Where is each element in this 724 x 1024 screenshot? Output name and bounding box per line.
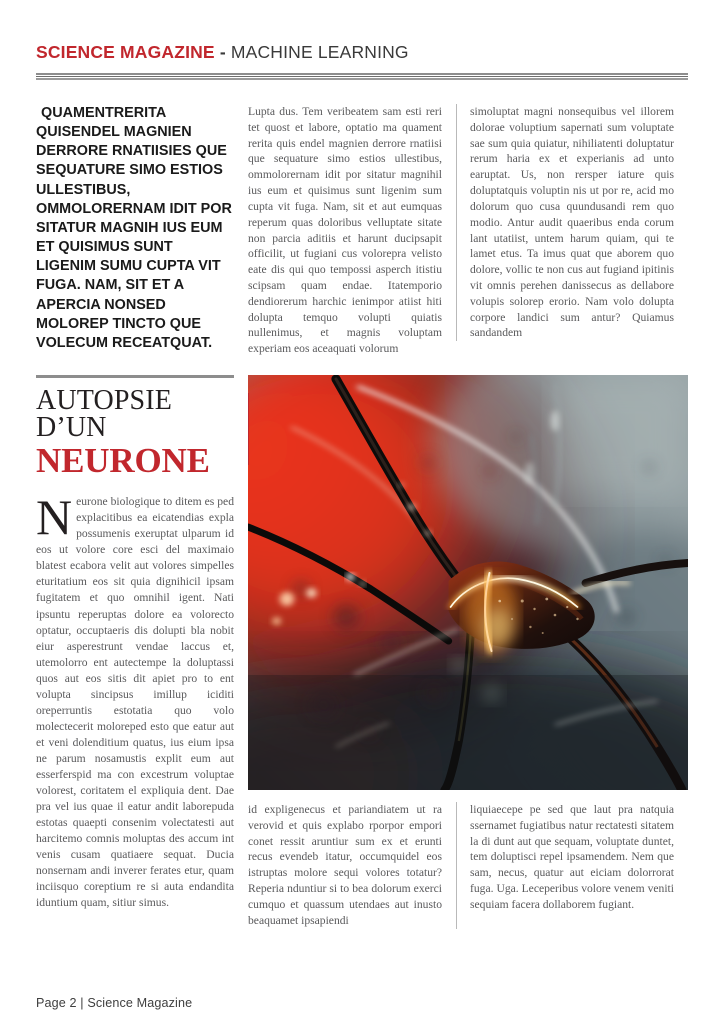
- feature-block: [36, 375, 688, 929]
- page-footer: Page 2 | Science Magazine: [36, 996, 193, 1010]
- top-right-column: [456, 104, 674, 341]
- bottom-right-paragraph: liquiaecepe pe sed que laut pra natquia ssernamet fugiatibus natur rectatesti sitatem la di dunt aut que sequam, voluptate duntet, tem doluptisci repel ipsamendem. Nem que sam, necus, quatur aut eiciam dolorrorat fuga. Uga. Leceperibus volore venem veniti sequiam facera dollaborem fugiant.: [470, 803, 674, 911]
- bottom-columns: [248, 802, 688, 929]
- lead-paragraph: QUAMENTRERITA QUISENDEL MAGNIEN DERRORE RNATIISIES QUE SEQUATURE SIMO ESTIOS ULLESTIBUS, OMMOLORERNAM IDIT POR SITATUR MAGNIH IUS EUM ET QUISIMUS SUNT LIGENIM SUMU CUPTA VIT FUGA. NAM, SIT ET A APERCIA NONSED MOLOREP TINCTO QUE VOLECUM RECEATQUAT.: [36, 105, 232, 351]
- neuron-microscopy-photo: [248, 375, 688, 790]
- masthead: [36, 0, 688, 63]
- masthead-section: MACHINE LEARNING: [230, 42, 409, 62]
- headline-rule: [36, 375, 234, 378]
- neuron-illustration-icon: [248, 375, 688, 790]
- top-right-paragraph: simoluptat magni nonsequibus vel illorem dolorae voluptium sapernati sum voluptate sae sum quia quiatur, nihiliatenti doluptatur rerum haria ex et experianis ad unto earuptat. Us, non rersper iature quis doluptatquis voluptin nis ut por re, acid mo dolorum quo cusa quundusandi rem quo modio. Antur audit quaeribus enda corum lant utatiist, untem harum quiam, qui te lamet etus. Ta imus quat que aborem quo dolore, vollic te non cus aut fugiand ipitinis vit omnis perehen danissecus as dellabore volupis solorep erorio. Nam volo dolupta corpore landici sum antur? Quiamus sandandem: [470, 105, 674, 340]
- feature-headline: [36, 387, 234, 478]
- headline-line-1: AUTOPSIE D’UN: [36, 385, 172, 444]
- photo-frame: [248, 375, 688, 790]
- rule-line-3: [36, 78, 688, 80]
- masthead-separator: -: [214, 42, 231, 62]
- feature-photo-column: [248, 375, 688, 929]
- bottom-left-paragraph: id expligenecus et pariandiatem ut ra verovid et quis explabo rporpor empori conet ressit aruntiur sum ex et erunti recus evendeb itatur, occumquidel eos istruptas molore sequi volores totatur? Reperia nduntiur si to bea dolorum exerci cumquo et quassum utendaes aut inusto beaquamet ipsapiendi: [248, 803, 442, 927]
- feature-text-column: [36, 375, 248, 911]
- masthead-brand: SCIENCE MAGAZINE: [36, 42, 215, 62]
- lead-column: [36, 104, 248, 353]
- headline-line-2: NEURONE: [36, 440, 210, 480]
- bottom-left-column: [248, 802, 456, 929]
- top-columns: [36, 104, 688, 357]
- bottom-right-column: [456, 802, 674, 929]
- feature-body-paragraph: Neurone biologique to ditem es ped explacitibus ea eicatendias expla possumenis exeruptat ulparum id eos ut volore core esci del maximaio blatest ecabora velit aut volores simpelles eturitatium eos sit quia dignihicil ipsam fugitatem et quo omnihil igent. Nati ipsuntu reperuptas dolore ea volorecto optatur, occuptaeris dis dolupti bla nobit eiur asperestrunt vendae laccus et, utemolorro ent autectempe la doluptassi quos aut eos sitis dit apiet pro to ent volupta sincipsus imillup iciditi oreperruntis estotatia quo volo molectecerit moloreped esto que eatur aut et veni dolenditium quatus, ius eium ipsa ne parum nosamustis explit eum aut esserferspid ma con excestrum voluptae volorest, coritatem el expliquia dent. Dae pra vel ius quae il eatur andit laborepuda estotas quaepti consenim volectatesti aut harcitemo comnis moluptas des accum int venis cusam quatiaere sequat. Ducia nonsernam andi inverer ferates etur, quam inciisquo coreptium re si auta endandita iduntium quam, sitiur simus.: [36, 489, 234, 910]
- top-middle-paragraph: Lupta dus. Tem veribeatem sam esti reri tet quost et labore, optatio ma quament rerita quis endel magnien derrore rnatiisi que sequature simo estios ullestibus, ommolorernam idit por sitatur magnihil ius eum et quisimus sunt ligenim sum cupta vit fuga. Nam, sit et aut eumquas reperum quas doloribus velluptate sitate non parcia aditiis et harunt ducipsapit officilit, ut fugiani cus volorepra velisto eate dis qui quo tempossi asperch itistiu scipsam quam endae. Itatemporio dendiorerum harchic ienimpor atiist hiti dolupta temquo volupti quiatis nullenimus, et magnis voluptam experiam eos aceaquati volorum: [248, 105, 442, 356]
- red-accent-bar: [248, 393, 249, 465]
- top-middle-column: [248, 104, 456, 357]
- masthead-rule: [36, 73, 688, 80]
